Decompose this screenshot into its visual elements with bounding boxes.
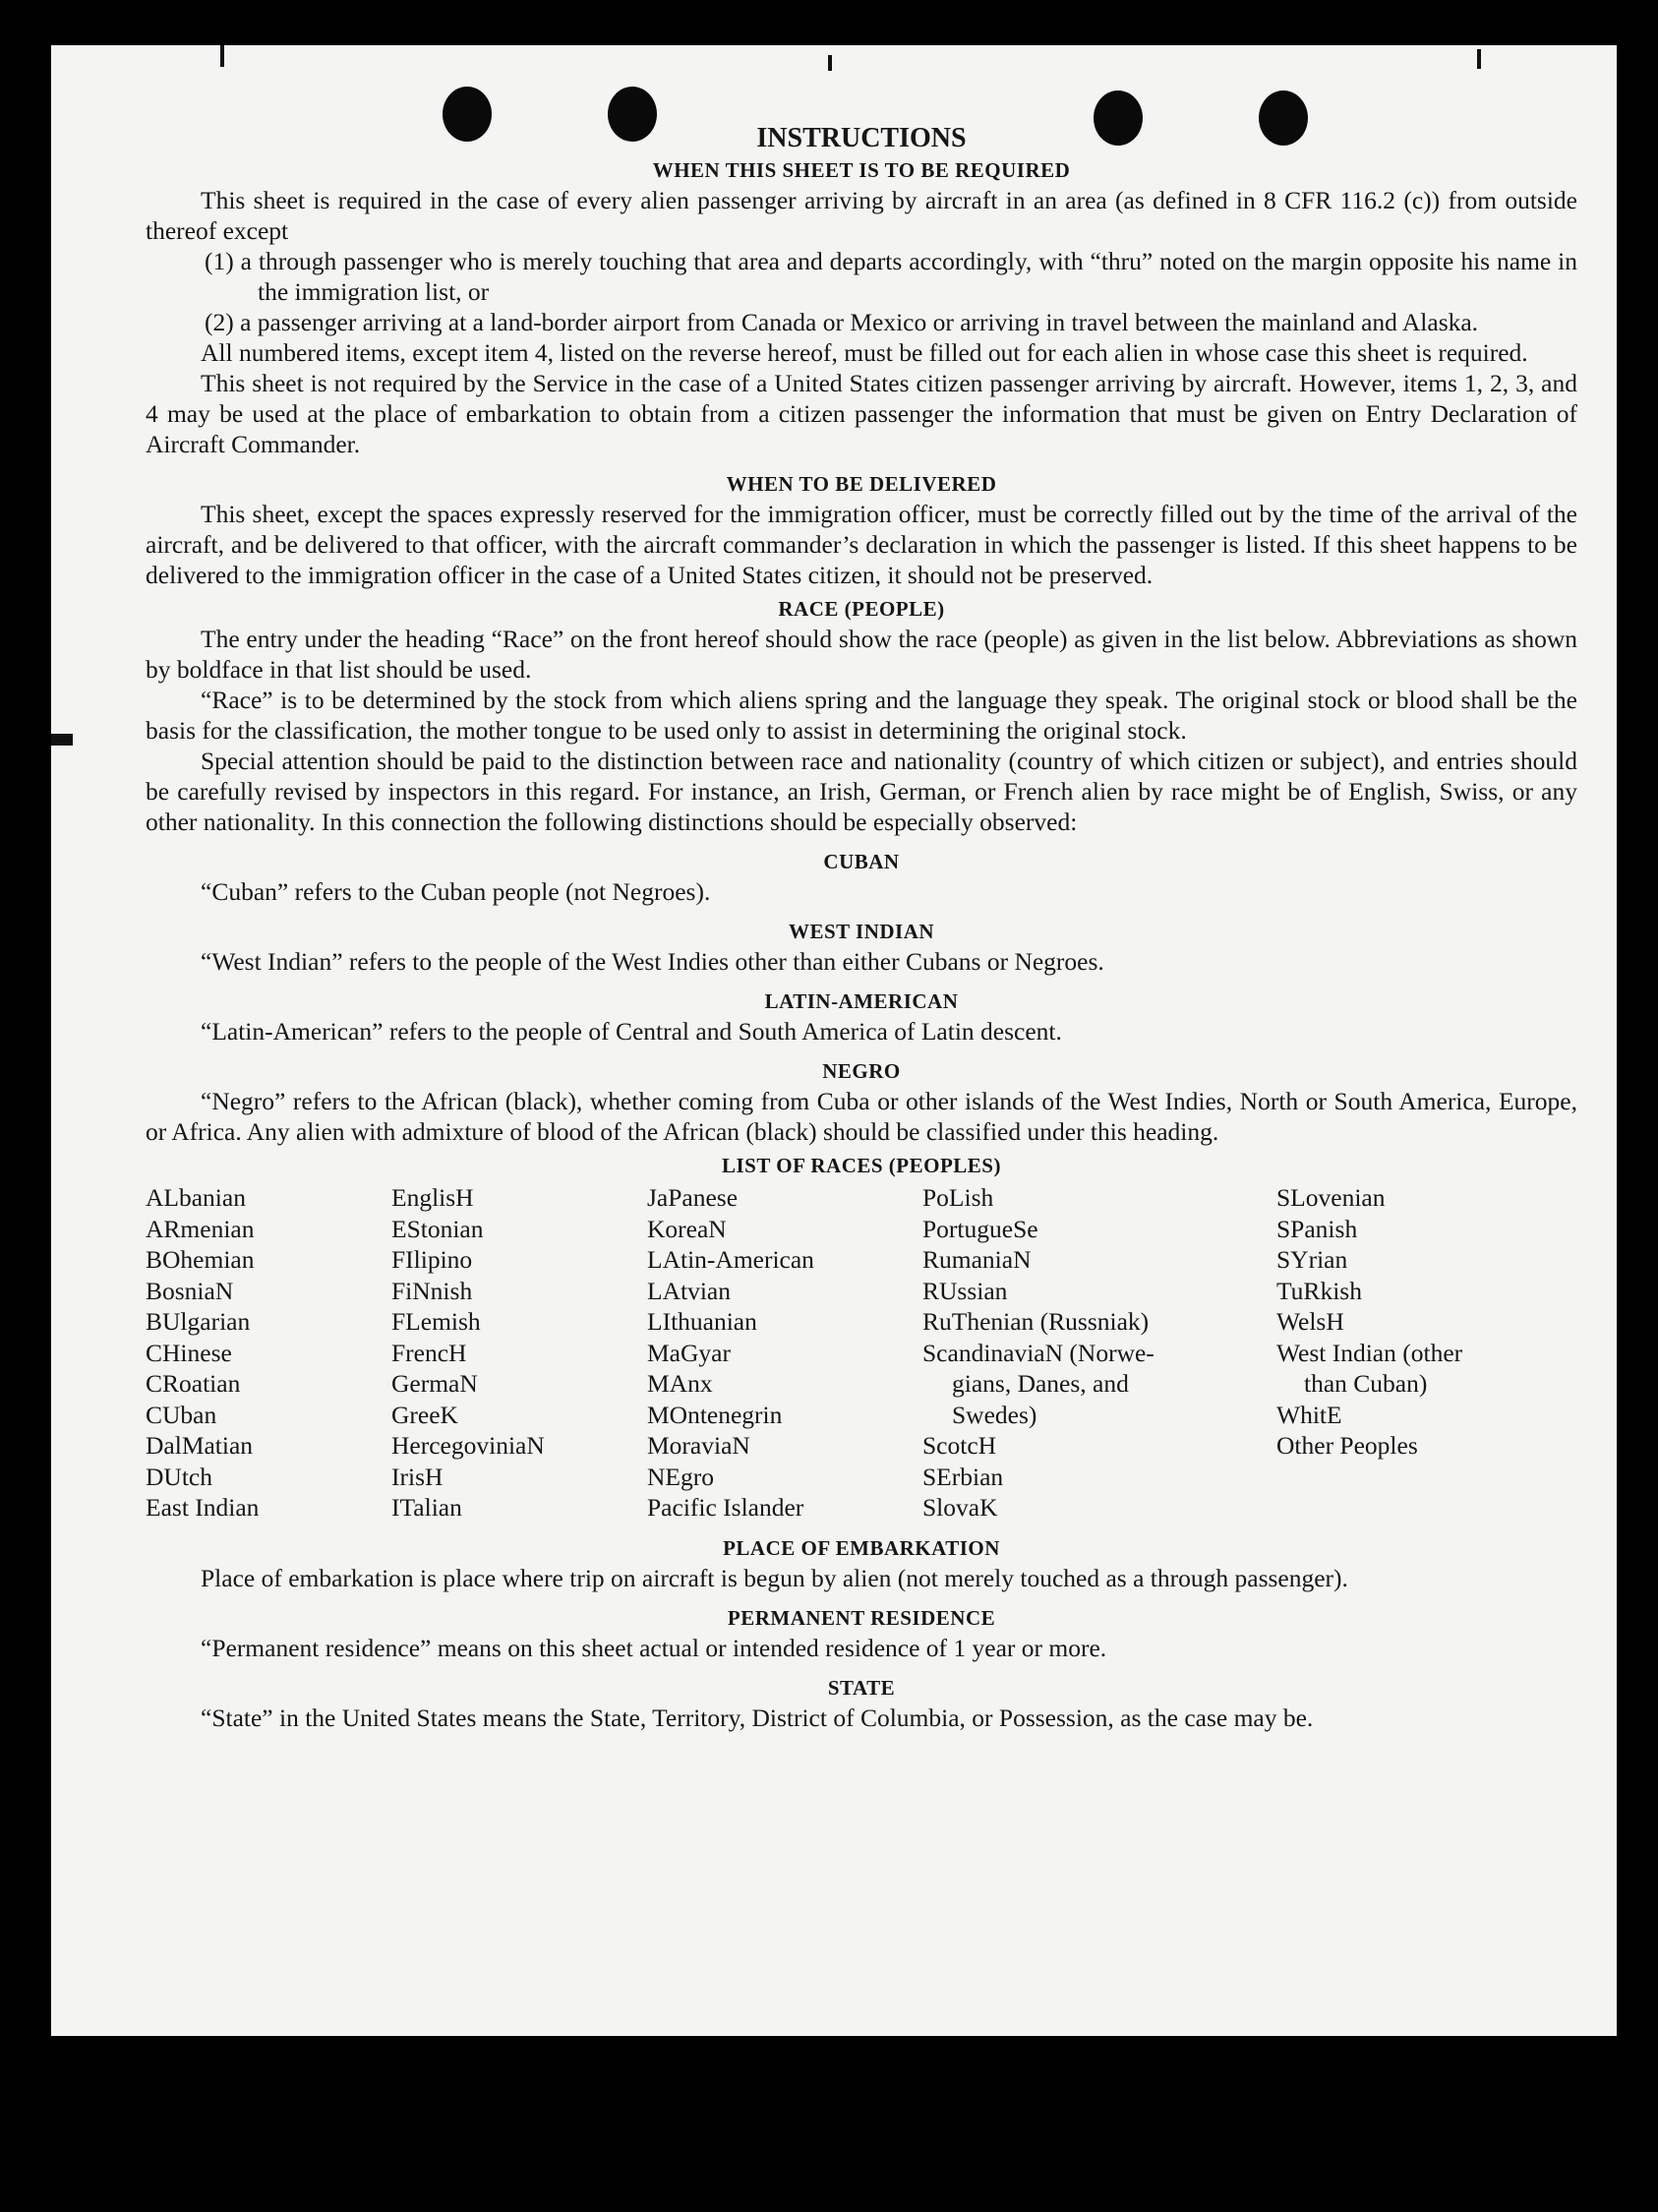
race-entry: EnglisH	[391, 1183, 474, 1212]
races-column	[391, 1182, 647, 1524]
list-item: (1) a through passenger who is merely touching that area and departs accordingly, with “thru” noted on the margin opposite his name in the immigration list, or	[205, 247, 1577, 306]
heading-cuban: CUBAN	[823, 850, 900, 873]
heading-permanent-residence: PERMANENT RESIDENCE	[727, 1605, 996, 1630]
race-entry: RumaniaN	[922, 1245, 1032, 1274]
race-entry: than Cuban)	[1304, 1369, 1428, 1398]
race-entry: HercegoviniaN	[391, 1431, 545, 1460]
heading-state: STATE	[827, 1675, 896, 1700]
paragraph: “Race” is to be determined by the stock from which aliens spring and the language they speak. The original stock or blood shall be the basis for the classification, the mother tongue to be used only to assist in determining the original stock.	[146, 686, 1577, 745]
race-entry: SPanish	[1276, 1214, 1358, 1243]
race-entry: MAnx	[647, 1369, 713, 1398]
race-entry: TuRkish	[1276, 1276, 1362, 1305]
race-entry: PoLish	[922, 1183, 994, 1212]
paragraph: “Cuban” refers to the Cuban people (not Negroes).	[201, 877, 711, 906]
race-entry: KoreaN	[647, 1214, 727, 1243]
race-entry: CUban	[146, 1400, 217, 1429]
paragraph: This sheet is not required by the Service in the case of a United States citizen passenger arriving by aircraft. However, items 1, 2, 3, and 4 may be used at the place of embarkation to obtain from a citizen passenger the information that must be given on Entry Declaration of Aircraft Commander.	[146, 369, 1577, 458]
race-entry: Swedes)	[952, 1400, 1037, 1429]
paragraph: “West Indian” refers to the people of the West Indies other than either Cubans or Negroes.	[201, 947, 1104, 976]
race-entry: SlovaK	[922, 1493, 998, 1522]
race-entry: Other Peoples	[1276, 1431, 1418, 1460]
race-entry: LAtvian	[647, 1276, 731, 1305]
race-entry: NEgro	[647, 1462, 714, 1491]
race-entry: FLemish	[391, 1307, 481, 1336]
heading-when-delivered: WHEN TO BE DELIVERED	[726, 472, 997, 496]
race-entry: SLovenian	[1276, 1183, 1386, 1212]
race-entry: WelsH	[1276, 1307, 1344, 1336]
scan-speck	[51, 734, 73, 746]
paragraph: Place of embarkation is place where trip on aircraft is begun by alien (not merely touched as a through passenger).	[201, 1563, 1348, 1592]
paragraph: This sheet, except the spaces expressly reserved for the immigration officer, must be correctly filled out by the time of the arrival of the aircraft, and be delivered to that officer, with the aircraft commander’s declaration in which the passenger is listed. If this sheet happens to be delivered to the immigration officer in the case of a United States citizen, it should not be preserved.	[146, 500, 1577, 589]
race-entry: IrisH	[391, 1462, 444, 1491]
heading-latin-american: LATIN-AMERICAN	[764, 989, 959, 1013]
race-entry: JaPanese	[647, 1183, 739, 1212]
race-entry: BOhemian	[146, 1245, 255, 1274]
heading-race: RACE (PEOPLE)	[778, 597, 945, 621]
heading-west-indian: WEST INDIAN	[788, 920, 935, 943]
paragraph: “Permanent residence” means on this sheet actual or intended residence of 1 year or more.	[201, 1633, 1107, 1662]
paragraph: Special attention should be paid to the distinction between race and nationality (country of which citizen or subject), and entries should be carefully revised by inspectors in this regard. For instance, an Irish, German, or French alien by race might be of English, Swiss, or any other nationality. In this connection the following distinctions should be especially observed:	[146, 747, 1577, 836]
race-entry: BUlgarian	[146, 1307, 251, 1336]
document-page	[51, 45, 1617, 2036]
heading-when-required: WHEN THIS SHEET IS TO BE REQUIRED	[652, 158, 1071, 182]
race-entry: WhitE	[1276, 1400, 1342, 1429]
paragraph: This sheet is required in the case of every alien passenger arriving by aircraft in an area (as defined in 8 CFR 116.2 (c)) from outside thereof except	[146, 186, 1577, 245]
instructions-text	[146, 122, 1577, 1733]
race-entry: CRoatian	[146, 1369, 241, 1398]
race-entry: FrencH	[391, 1338, 467, 1367]
race-entry: PortugueSe	[922, 1214, 1038, 1243]
race-entry: FiNnish	[391, 1276, 473, 1305]
race-entry: LAtin-American	[647, 1245, 814, 1274]
races-column	[1276, 1182, 1571, 1524]
scan-speck	[220, 45, 224, 67]
paragraph: All numbered items, except item 4, listed on the reverse hereof, must be filled out for each alien in whose case this sheet is required.	[201, 338, 1528, 367]
race-entry: SErbian	[922, 1462, 1004, 1491]
race-entry: ALbanian	[146, 1183, 246, 1212]
heading-list-of-races: LIST OF RACES (PEOPLES)	[722, 1154, 1001, 1177]
races-column	[647, 1182, 922, 1524]
heading-place-of-embarkation: PLACE OF EMBARKATION	[723, 1535, 1000, 1560]
race-entry: DalMatian	[146, 1431, 254, 1460]
race-entry: West Indian (other	[1276, 1338, 1463, 1367]
paragraph: “Negro” refers to the African (black), whether coming from Cuba or other islands of the West Indies, North or South America, Europe, or Africa. Any alien with admixture of blood of the African (black) should be classified under this heading.	[146, 1087, 1577, 1146]
races-list	[146, 1182, 1577, 1524]
race-entry: LIthuanian	[647, 1307, 757, 1336]
race-entry: CHinese	[146, 1338, 232, 1367]
races-column	[146, 1182, 391, 1524]
race-entry: DUtch	[146, 1462, 212, 1491]
race-entry: ITalian	[391, 1493, 462, 1522]
heading-negro: NEGRO	[822, 1059, 901, 1083]
race-entry: ARmenian	[146, 1214, 255, 1243]
race-entry: EStonian	[391, 1214, 484, 1243]
race-entry: East Indian	[146, 1493, 260, 1522]
race-entry: gians, Danes, and	[952, 1369, 1129, 1398]
race-entry: GermaN	[391, 1369, 478, 1398]
race-entry: GreeK	[391, 1400, 458, 1429]
paragraph: “Latin-American” refers to the people of Central and South America of Latin descent.	[201, 1017, 1062, 1046]
race-entry: BosniaN	[146, 1276, 234, 1305]
race-entry: SYrian	[1276, 1245, 1348, 1274]
race-entry: MoraviaN	[647, 1431, 750, 1460]
races-column	[922, 1182, 1276, 1524]
race-entry: Pacific Islander	[647, 1493, 804, 1522]
race-entry: FIlipino	[391, 1245, 473, 1274]
race-entry: MaGyar	[647, 1338, 731, 1367]
race-entry: RUssian	[922, 1276, 1008, 1305]
list-item: (2) a passenger arriving at a land-border airport from Canada or Mexico or arriving in travel between the mainland and Alaska.	[205, 308, 1479, 336]
scan-speck	[828, 55, 832, 71]
paragraph: “State” in the United States means the State, Territory, District of Columbia, or Possession, as the case may be.	[201, 1703, 1314, 1732]
race-entry: ScotcH	[922, 1431, 997, 1460]
page-title: INSTRUCTIONS	[756, 123, 967, 153]
race-entry: MOntenegrin	[647, 1400, 783, 1429]
scan-speck	[1477, 49, 1481, 69]
paragraph: The entry under the heading “Race” on the front hereof should show the race (people) as given in the list below. Abbreviations as shown by boldface in that list should be used.	[146, 625, 1577, 684]
race-entry: ScandinaviaN (Norwe-	[922, 1338, 1155, 1367]
race-entry: RuThenian (Russniak)	[922, 1307, 1150, 1336]
